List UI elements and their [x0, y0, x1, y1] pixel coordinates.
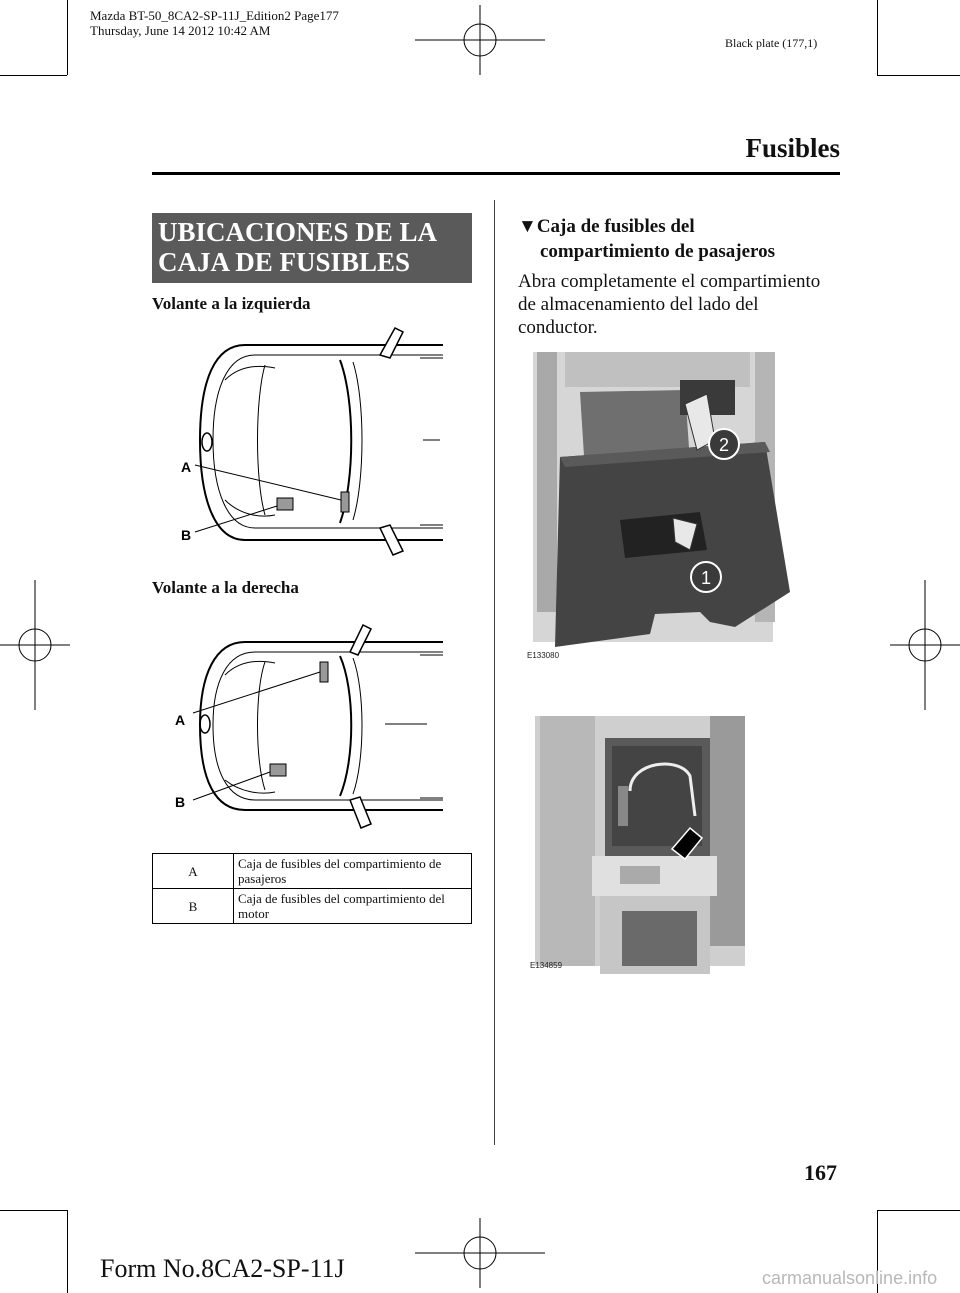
crop-mark	[67, 0, 68, 75]
legend-key-a: A	[153, 854, 234, 889]
page-title-line1: UBICACIONES DE LA	[158, 217, 438, 247]
rhd-label-a: A	[175, 712, 186, 728]
registration-mark-top	[415, 5, 545, 75]
column-divider	[494, 200, 495, 1145]
plate-label: Black plate (177,1)	[725, 36, 818, 50]
triangle-marker-icon: ▼	[518, 216, 537, 237]
crop-mark	[67, 1210, 68, 1293]
crop-mark	[0, 1210, 67, 1211]
subsection-heading-line2: compartimiento de pasajeros	[540, 241, 776, 262]
registration-mark-right	[890, 580, 960, 710]
crop-mark	[877, 0, 878, 75]
photo2-code: E134859	[530, 961, 563, 970]
registration-mark-bottom	[415, 1218, 545, 1288]
crop-mark	[877, 75, 960, 76]
lhd-car-diagram	[165, 320, 445, 565]
table-row	[153, 889, 472, 924]
rhd-label: Volante a la derecha	[152, 578, 299, 597]
legend-key-b: B	[153, 889, 234, 924]
rhd-car-diagram	[165, 620, 445, 835]
print-meta	[90, 8, 339, 38]
page-title-line2: CAJA DE FUSIBLES	[158, 247, 411, 277]
crop-mark	[0, 75, 67, 76]
callout-2: 2	[719, 435, 730, 455]
watermark: carmanualsonline.info	[762, 1268, 938, 1288]
table-row	[153, 854, 472, 889]
fusebox-photo	[530, 716, 770, 974]
instruction-paragraph: Abra completamente el compartimiento de almacenamiento del lado del conductor.	[518, 271, 821, 338]
crop-mark	[877, 1210, 960, 1211]
legend-table	[152, 853, 472, 924]
lhd-label-b: B	[181, 527, 192, 543]
page-title	[152, 213, 472, 283]
legend-text-a: Caja de fusibles del compartimiento de pasajeros	[234, 854, 472, 889]
print-meta-line2: Thursday, June 14 2012 10:42 AM	[90, 23, 271, 38]
legend-text-b: Caja de fusibles del compartimiento del motor	[234, 889, 472, 924]
lhd-label-a: A	[181, 459, 192, 475]
photo1-code: E133080	[527, 651, 560, 660]
header-rule	[152, 172, 840, 175]
subsection-heading-line1: Caja de fusibles del	[536, 216, 695, 237]
subsection-heading	[518, 214, 775, 264]
lhd-label: Volante a la izquierda	[152, 294, 311, 313]
glovebox-photo	[525, 352, 800, 665]
form-number: Form No.8CA2-SP-11J	[100, 1254, 345, 1283]
callout-1: 1	[701, 568, 712, 588]
print-meta-line1: Mazda BT-50_8CA2-SP-11J_Edition2 Page177	[90, 8, 339, 23]
registration-mark-left	[0, 580, 70, 710]
section-title: Fusibles	[745, 133, 840, 163]
rhd-label-b: B	[175, 794, 186, 810]
page-number: 167	[804, 1160, 837, 1185]
